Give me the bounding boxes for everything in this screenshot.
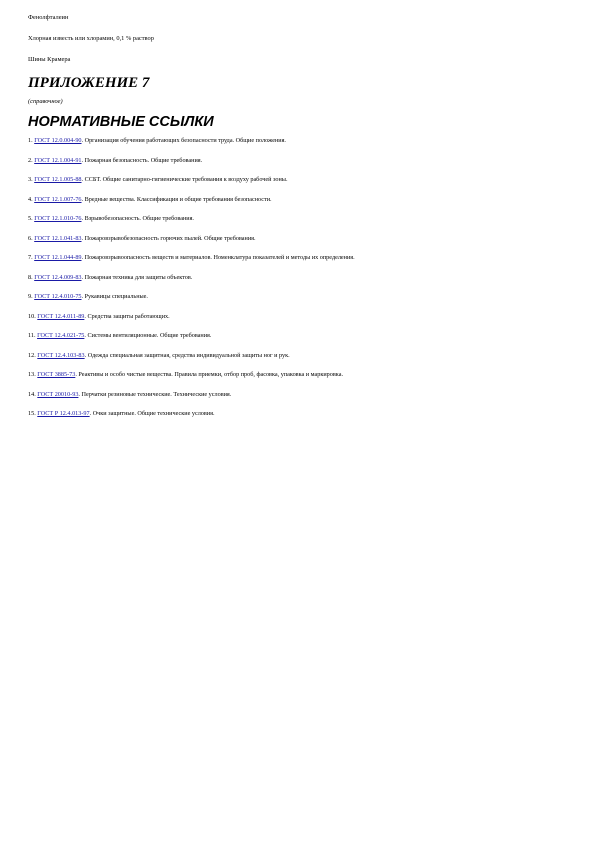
reference-item (28, 274, 573, 282)
reference-link[interactable]: ГОСТ 12.4.010-75 (34, 293, 82, 300)
reference-text: . Одежда специальная защитная, средства индивидуальной защиты ног и рук. (84, 351, 290, 359)
text-line-chlorine-lime: Хлорная известь или хлорамин, 0,1 % раствор (28, 35, 154, 42)
reference-link[interactable]: ГОСТ 12.1.007-76 (34, 195, 82, 203)
reference-text: . Реактивы и особо чистые вещества. Правила приемки, отбор проб, фасовка, упаковка и маркировка. (75, 371, 343, 378)
reference-text: . Системы вентиляционные. Общие требования. (84, 332, 212, 339)
reference-link[interactable]: ГОСТ 3885-73 (37, 371, 76, 378)
reference-text: . Очки защитные. Общие технические условия. (89, 410, 215, 417)
reference-item (28, 137, 573, 145)
references-list (28, 137, 573, 418)
reference-number: 5. (28, 215, 33, 222)
reference-link[interactable]: ГОСТ 12.1.041-83 (34, 234, 82, 242)
reference-link[interactable]: ГОСТ 12.1.004-91 (34, 156, 82, 164)
reference-link[interactable]: ГОСТ 12.1.010-76 (34, 215, 82, 222)
reference-text: . Взрывобезопасность. Общие требования. (81, 215, 194, 222)
appendix-heading: ПРИЛОЖЕНИЕ 7 (28, 75, 150, 91)
reference-text: . Вредные вещества. Классификация и общие требования безопасности. (81, 195, 272, 203)
reference-number: 6. (28, 234, 33, 242)
reference-number: 8. (28, 273, 33, 281)
reference-item (28, 332, 573, 340)
reference-number: 7. (28, 254, 33, 261)
reference-number: 11. (28, 332, 36, 339)
reference-text: . ССБТ. Общие санитарно-гигиенические требования к воздуху рабочей зоны. (81, 176, 288, 183)
reference-number: 13. (28, 371, 36, 378)
reference-item (28, 196, 573, 204)
text-line-phenolphthalein: Фенолфталеин (28, 14, 69, 21)
reference-item (28, 410, 573, 418)
reference-item (28, 215, 573, 223)
reference-link[interactable]: ГОСТ 20010-93 (37, 390, 79, 398)
reference-text: . Перчатки резиновые технические. Технические условия. (78, 390, 232, 398)
reference-number: 15. (28, 410, 36, 417)
reference-text: . Рукавицы специальные. (81, 293, 148, 300)
reference-number: 2. (28, 156, 33, 164)
reference-item (28, 176, 573, 184)
reference-text: . Пожаровзрывоопасность веществ и материалов. Номенклатура показателей и методы их определения. (81, 254, 355, 261)
appendix-note: (справочное) (28, 98, 63, 105)
reference-number: 3. (28, 176, 33, 183)
section-title: НОРМАТИВНЫЕ ССЫЛКИ (28, 114, 214, 130)
reference-text: . Пожарная техника для защиты объектов. (81, 273, 193, 281)
reference-number: 12. (28, 351, 36, 359)
reference-link[interactable]: ГОСТ 12.1.044-89 (34, 254, 82, 261)
reference-item (28, 391, 573, 399)
reference-link[interactable]: ГОСТ 12.4.011-89 (37, 312, 85, 320)
reference-number: 1. (28, 137, 33, 144)
reference-link[interactable]: ГОСТ 12.4.103-83 (37, 351, 85, 359)
reference-link[interactable]: ГОСТ 12.4.009-83 (34, 273, 82, 281)
reference-item (28, 371, 573, 379)
reference-number: 9. (28, 293, 33, 300)
reference-number: 4. (28, 195, 33, 203)
text-line-kramer-splints: Шины Крамера (28, 56, 71, 63)
reference-item (28, 254, 573, 262)
reference-item (28, 313, 573, 321)
reference-number: 10. (28, 312, 36, 320)
reference-item (28, 352, 573, 360)
reference-link[interactable]: ГОСТ Р 12.4.013-97 (37, 410, 90, 417)
reference-item (28, 235, 573, 243)
reference-number: 14. (28, 390, 36, 398)
reference-link[interactable]: ГОСТ 12.0.004-90 (34, 137, 82, 144)
reference-text: . Пожаровзрывобезопасность горючих пылей. Общие требования. (81, 234, 256, 242)
reference-item (28, 293, 573, 301)
reference-link[interactable]: ГОСТ 12.4.021-75 (37, 332, 85, 339)
reference-link[interactable]: ГОСТ 12.1.005-88 (34, 176, 82, 183)
reference-text: . Пожарная безопасность. Общие требования. (81, 156, 203, 164)
document-page (28, 14, 573, 430)
reference-item (28, 157, 573, 165)
reference-text: . Организация обучения работающих безопасности труда. Общие положения. (81, 137, 286, 144)
reference-text: . Средства защиты работающих. (84, 312, 170, 320)
